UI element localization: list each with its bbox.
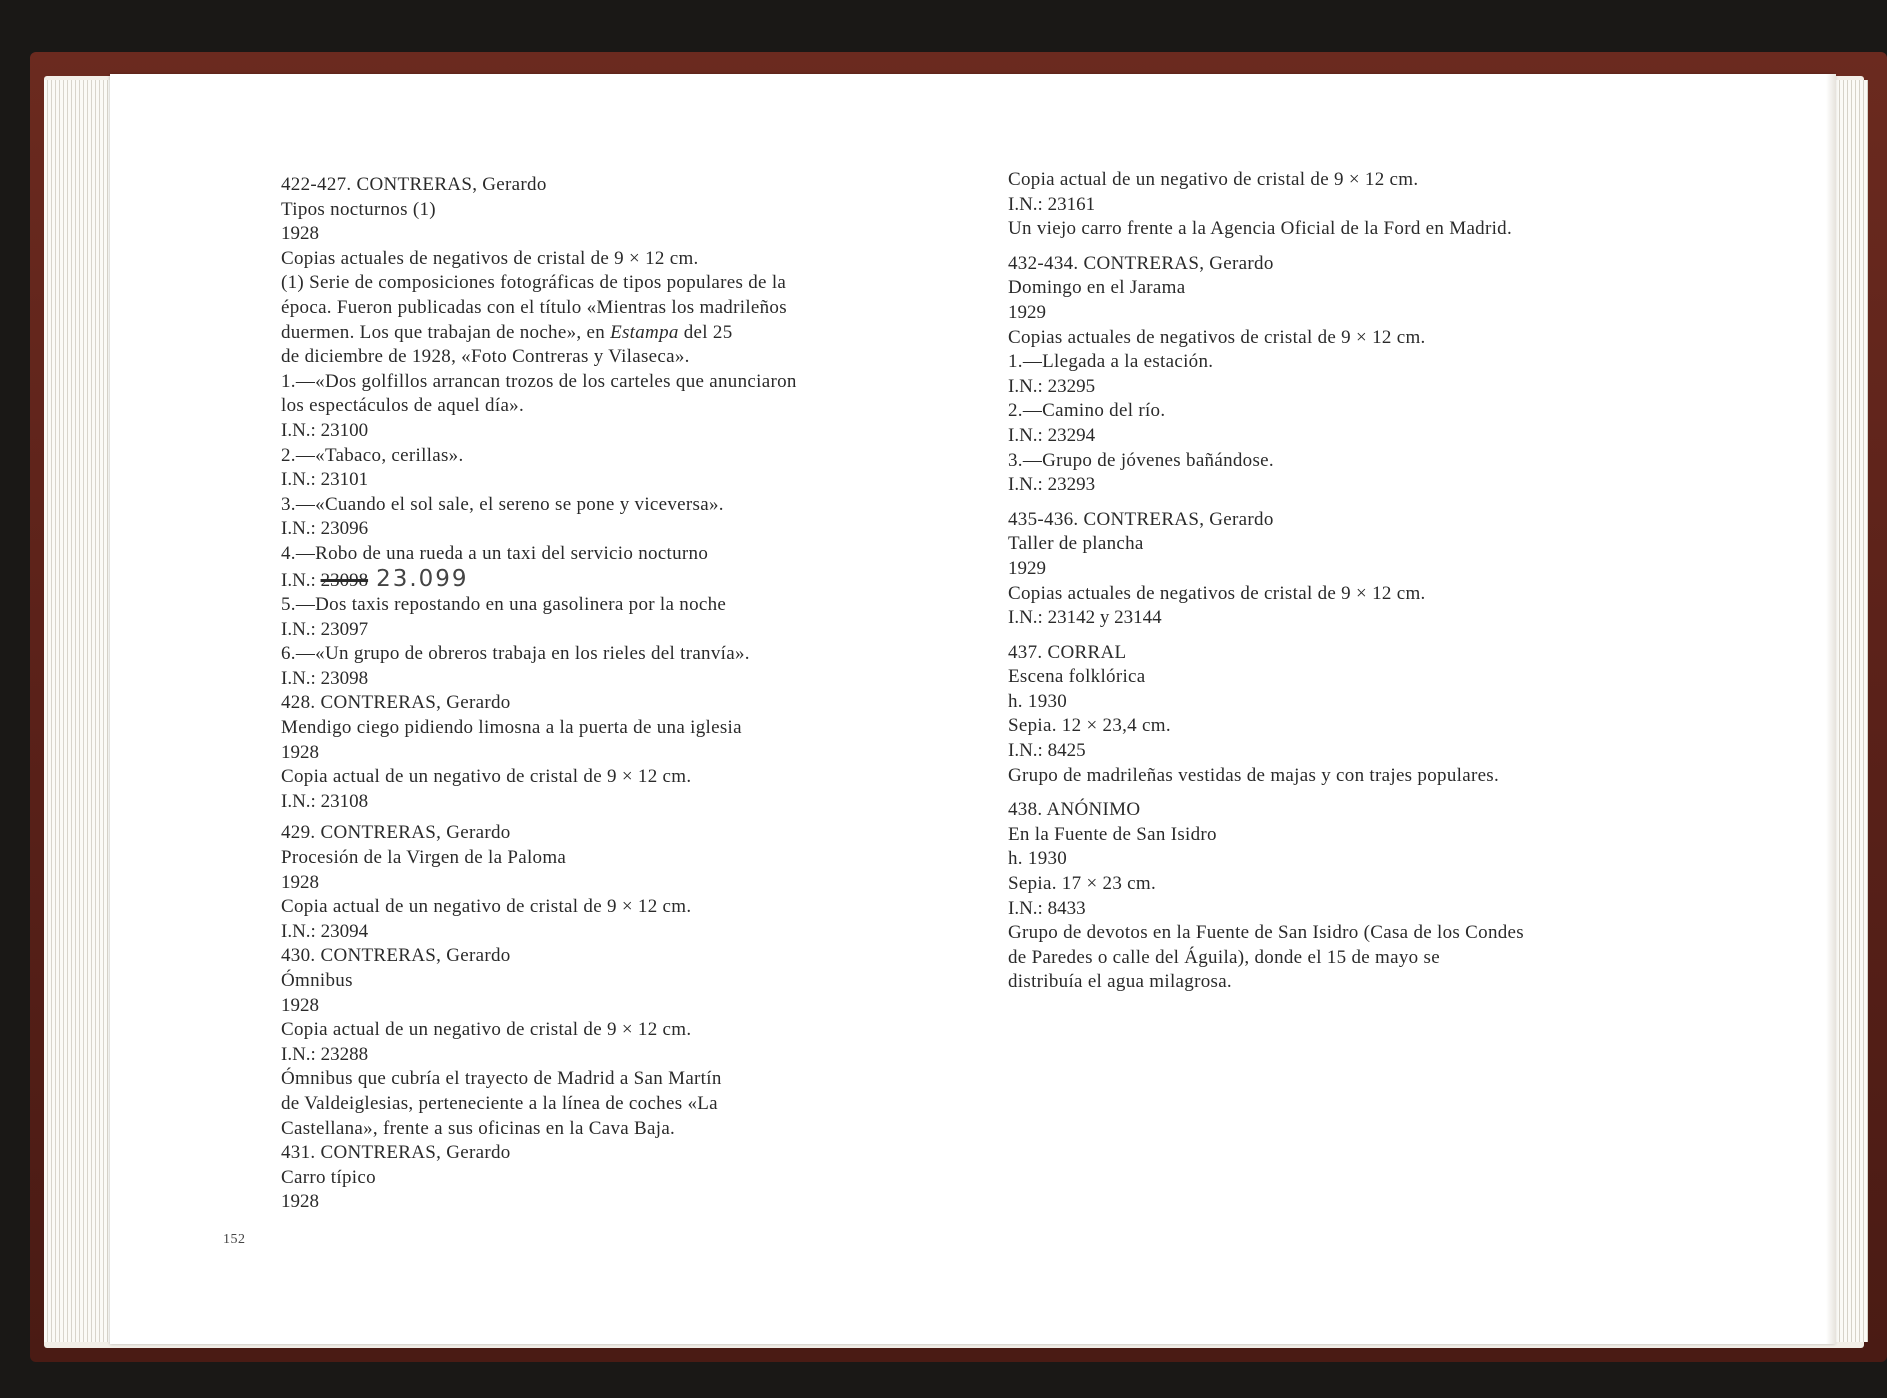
entry-title: Tipos nocturnos (1): [281, 198, 436, 220]
inventory-number: I.N.: 23108: [281, 790, 369, 812]
entry-format: Sepia. 12 × 23,4 cm.: [1008, 715, 1171, 737]
inventory-number: I.N.: 23161: [1008, 193, 1096, 215]
inventory-number: I.N.: 23142 y 23144: [1008, 607, 1162, 629]
entry-description: de Valdeiglesias, perteneciente a la línea de coches «La: [281, 1092, 718, 1114]
struck-number: 23098: [320, 569, 369, 591]
entry-description: de Paredes o calle del Águila), donde el 15 de mayo se: [1008, 946, 1440, 968]
inventory-number: [281, 567, 941, 594]
entry-title: Domingo en el Jarama: [1008, 277, 1186, 299]
entry-heading: 431. CONTRERAS, Gerardo: [281, 1142, 511, 1164]
entry-heading: 432-434. CONTRERAS, Gerardo: [1008, 252, 1274, 274]
inventory-number: I.N.: 23295: [1008, 375, 1096, 397]
entry-title: Escena folklórica: [1008, 666, 1146, 688]
entry-heading: 430. CONTRERAS, Gerardo: [281, 945, 511, 967]
entry-heading: 435-436. CONTRERAS, Gerardo: [1008, 508, 1274, 530]
entry-year: 1929: [1008, 557, 1046, 579]
item-text: 5.—Dos taxis repostando en una gasolinera por la noche: [281, 594, 727, 616]
inventory-prefix: I.N.:: [281, 569, 321, 591]
footnote-line: de diciembre de 1928, «Foto Contreras y Vilaseca».: [281, 346, 690, 368]
inventory-number: I.N.: 23096: [281, 518, 369, 540]
entry-format: Copia actual de un negativo de cristal de 9 × 12 cm.: [281, 896, 692, 918]
entry-heading: 422-427. CONTRERAS, Gerardo: [281, 174, 547, 195]
entry-format: Sepia. 17 × 23 cm.: [1008, 873, 1157, 895]
page-gutter: [1826, 74, 1836, 1344]
publication-name: Estampa: [610, 321, 679, 343]
entry-format: Copias actuales de negativos de cristal de 9 × 12 cm.: [281, 247, 699, 269]
entry-description: Castellana», frente a sus oficinas en la Cava Baja.: [281, 1117, 676, 1139]
inventory-number: I.N.: 23094: [281, 920, 369, 942]
footnote-text: duermen. Los que trabajan de noche», en: [281, 321, 611, 343]
entry-title: En la Fuente de San Isidro: [1008, 823, 1217, 845]
inventory-number: I.N.: 8433: [1008, 897, 1086, 919]
item-text: 2.—«Tabaco, cerillas».: [281, 444, 464, 466]
entry-year: 1928: [281, 223, 319, 245]
item-text: 3.—Grupo de jóvenes bañándose.: [1008, 449, 1274, 471]
inventory-number: I.N.: 23293: [1008, 474, 1096, 496]
right-column: [1008, 168, 1668, 995]
inventory-number: I.N.: 23288: [281, 1043, 369, 1065]
entry-description: Grupo de devotos en la Fuente de San Isidro (Casa de los Condes: [1008, 922, 1524, 944]
inventory-number: I.N.: 23098: [281, 667, 369, 689]
entry-description: distribuía el agua milagrosa.: [1008, 971, 1232, 993]
entry-title: Procesión de la Virgen de la Paloma: [281, 847, 567, 869]
entry-format: Copia actual de un negativo de cristal de 9 × 12 cm.: [281, 1019, 692, 1041]
inventory-number: I.N.: 23097: [281, 618, 369, 640]
item-text: 3.—«Cuando el sol sale, el sereno se pone y viceversa».: [281, 493, 724, 515]
entry-format: Copias actuales de negativos de cristal de 9 × 12 cm.: [1008, 326, 1426, 348]
entry-year: 1928: [281, 1191, 319, 1213]
entry-description: Un viejo carro frente a la Agencia Oficial de la Ford en Madrid.: [1008, 218, 1513, 240]
item-text: 1.—Llegada a la estación.: [1008, 351, 1214, 373]
entry-year: h. 1930: [1008, 690, 1068, 712]
entry-year: 1928: [281, 871, 319, 893]
handwritten-correction: 23.099: [376, 565, 469, 592]
entry-heading: 437. CORRAL: [1008, 641, 1127, 663]
footnote-line: [281, 321, 941, 346]
entry-heading: 429. CONTRERAS, Gerardo: [281, 822, 511, 844]
entry-title: Carro típico: [281, 1166, 376, 1188]
entry-heading: 438. ANÓNIMO: [1008, 799, 1141, 821]
inventory-number: I.N.: 23101: [281, 469, 369, 491]
entry-description: Ómnibus que cubría el trayecto de Madrid a San Martín: [281, 1068, 722, 1090]
entry-heading: 428. CONTRERAS, Gerardo: [281, 692, 511, 714]
entry-format: Copias actuales de negativos de cristal de 9 × 12 cm.: [1008, 582, 1426, 604]
inventory-number: I.N.: 23100: [281, 419, 369, 441]
entry-year: 1928: [281, 741, 319, 763]
entry-year: h. 1930: [1008, 848, 1068, 870]
item-text: 1.—«Dos golfillos arrancan trozos de los carteles que anunciaron: [281, 370, 797, 392]
inventory-number: I.N.: 8425: [1008, 740, 1086, 762]
inventory-number: I.N.: 23294: [1008, 424, 1096, 446]
item-text: 6.—«Un grupo de obreros trabaja en los rieles del tranvía».: [281, 643, 750, 665]
item-text: 2.—Camino del río.: [1008, 400, 1166, 422]
entry-year: 1928: [281, 994, 319, 1016]
entry-format: Copia actual de un negativo de cristal de 9 × 12 cm.: [1008, 169, 1419, 190]
footnote-line: época. Fueron publicadas con el título «Mientras los madrileños: [281, 296, 787, 318]
left-page-edges: [44, 80, 116, 1342]
entry-format: Copia actual de un negativo de cristal de 9 × 12 cm.: [281, 766, 692, 788]
item-text: 4.—Robo de una rueda a un taxi del servicio nocturno: [281, 542, 709, 564]
page-number: 152: [223, 1232, 246, 1247]
entry-description: Grupo de madrileñas vestidas de majas y con trajes populares.: [1008, 764, 1500, 786]
entry-title: Taller de plancha: [1008, 533, 1144, 555]
entry-year: 1929: [1008, 301, 1046, 323]
entry-title: Mendigo ciego pidiendo limosna a la puerta de una iglesia: [281, 717, 742, 739]
footnote-line: (1) Serie de composiciones fotográficas de tipos populares de la: [281, 272, 787, 294]
left-column: [281, 173, 941, 1215]
footnote-text: del 25: [678, 321, 733, 343]
item-text: los espectáculos de aquel día».: [281, 395, 525, 417]
entry-title: Ómnibus: [281, 970, 353, 991]
